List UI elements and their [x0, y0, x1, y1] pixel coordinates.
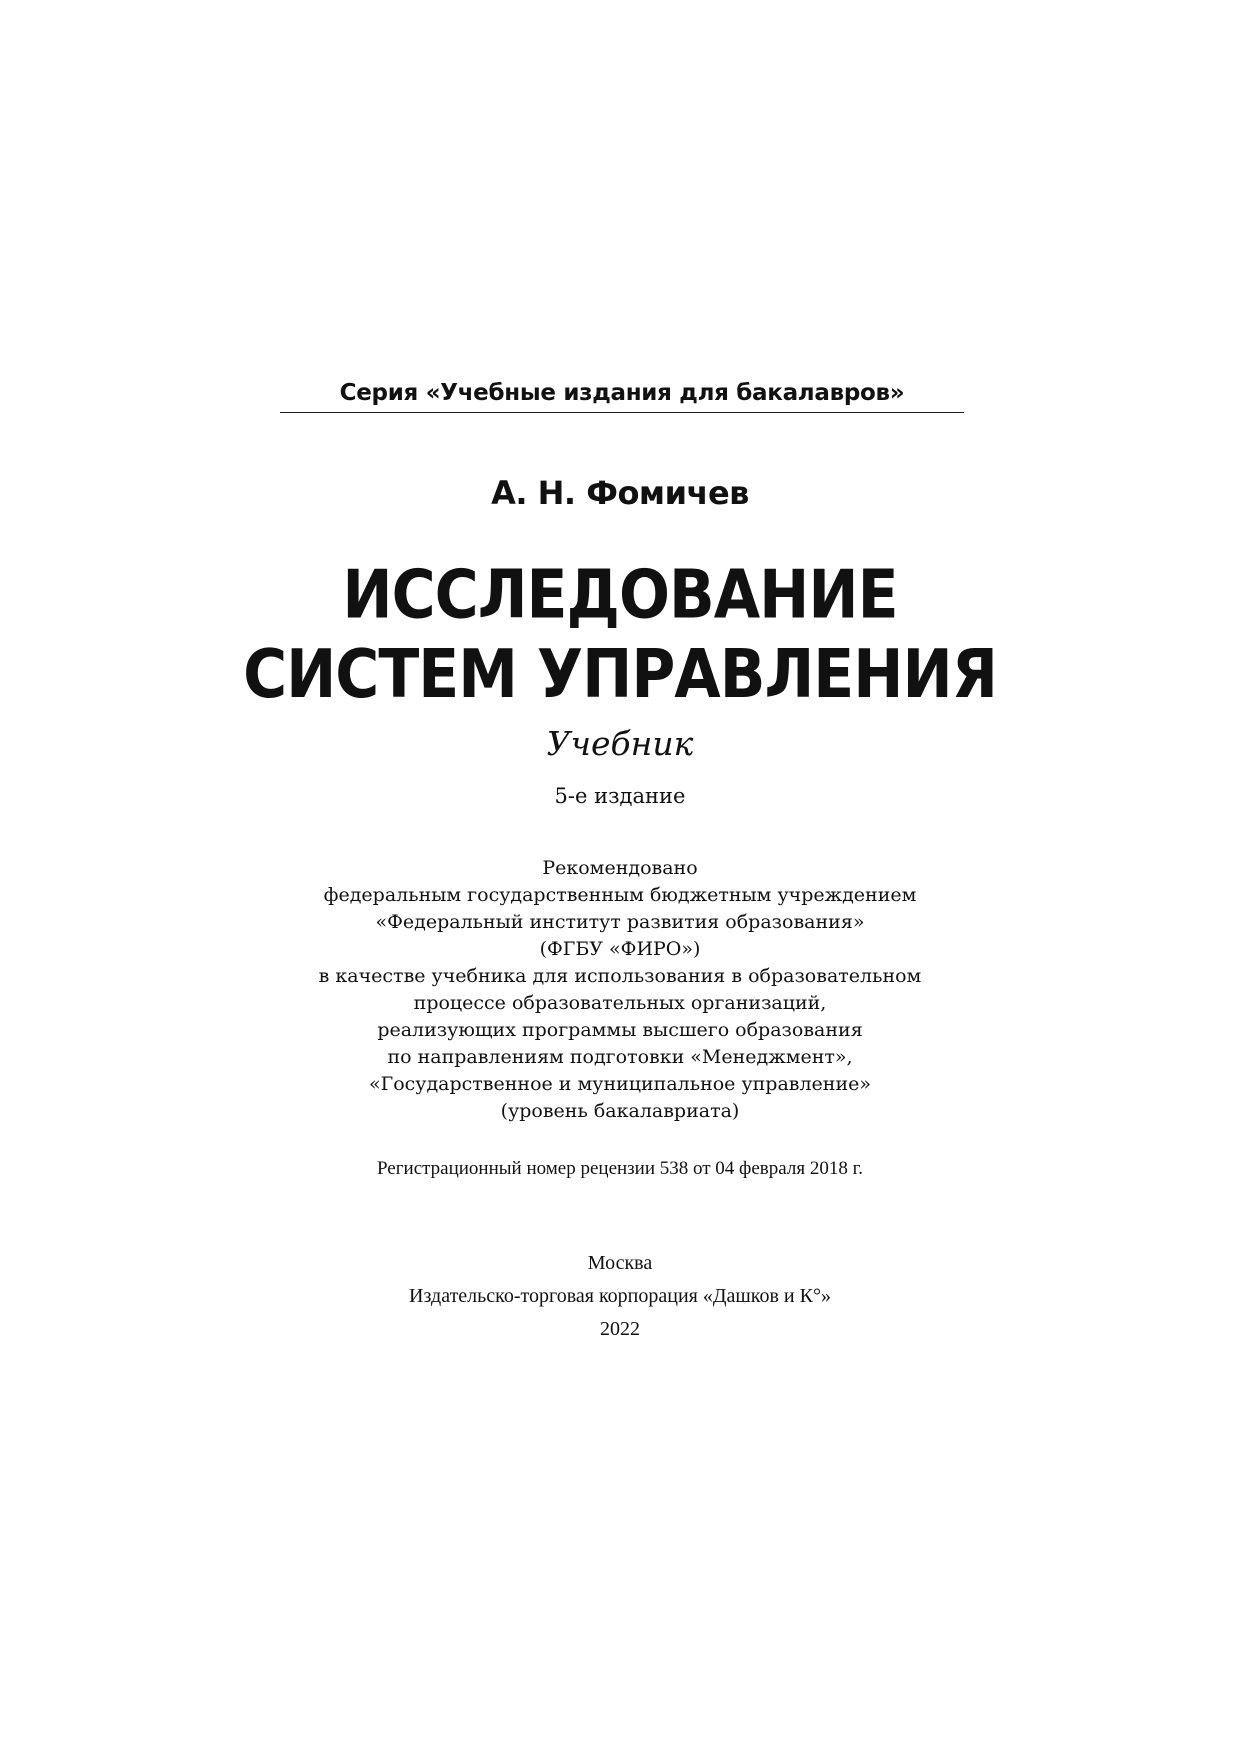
book-title	[0, 556, 1240, 715]
series-divider	[280, 412, 964, 413]
recommendation-line: в качестве учебника для использования в образовательном	[318, 965, 922, 987]
recommendation-line: «Государственное и муниципальное управление»	[369, 1073, 871, 1095]
recommendation-line: Рекомендовано	[542, 857, 698, 879]
author-name: А. Н. Фомичев	[491, 474, 749, 512]
edition-label: 5-е издание	[554, 784, 686, 808]
recommendation-line: (уровень бакалавриата)	[500, 1100, 740, 1122]
book-title-line: ИССЛЕДОВАНИЕ	[342, 556, 898, 635]
recommendation-line: «Федеральный институт развития образования»	[375, 911, 865, 933]
recommendation-block	[0, 855, 1240, 1125]
recommendation-line: (ФГБУ «ФИРО»)	[539, 938, 701, 960]
registration-number: Регистрационный номер рецензии 538 от 04 февраля 2018 г.	[376, 1158, 863, 1179]
recommendation-line: федеральным государственным бюджетным учреждением	[323, 884, 917, 906]
book-title-line: СИСТЕМ УПРАВЛЕНИЯ	[243, 635, 997, 714]
imprint-publisher: Издательско-торговая корпорация «Дашков и К°»	[409, 1285, 831, 1307]
series-heading: Серия «Учебные издания для бакалавров»	[339, 380, 905, 406]
imprint-city: Москва	[587, 1252, 653, 1274]
recommendation-line: реализующих программы высшего образования	[377, 1019, 863, 1041]
imprint-block	[0, 1247, 1240, 1346]
book-subtitle: Учебник	[546, 724, 694, 763]
recommendation-line: процессе образовательных организаций,	[413, 992, 827, 1014]
recommendation-line: по направлениям подготовки «Менеджмент»,	[387, 1046, 853, 1068]
imprint-year: 2022	[600, 1318, 640, 1340]
